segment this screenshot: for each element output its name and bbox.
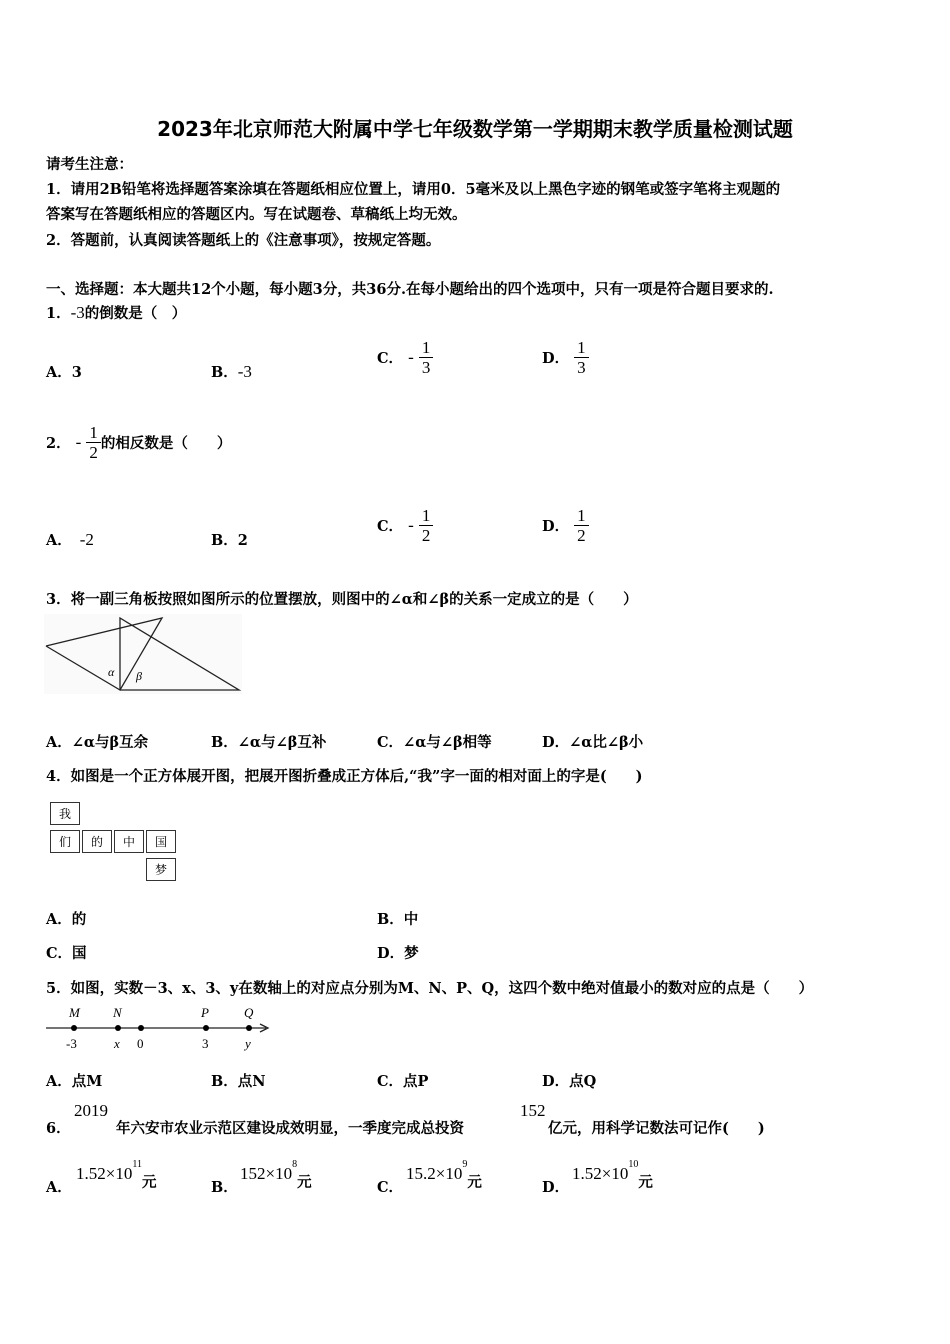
q3-option-b[interactable]: B．∠α与∠β互补 bbox=[211, 734, 327, 751]
net-cell-guo: 国 bbox=[146, 830, 176, 853]
q6-option-a-label[interactable]: A． bbox=[46, 1179, 72, 1196]
net-cell-wo: 我 bbox=[50, 802, 80, 825]
number-line-figure bbox=[44, 1002, 274, 1054]
q6-option-c-label[interactable]: C． bbox=[377, 1179, 404, 1196]
question-5: 5．如图，实数－3、x、3、y在数轴上的对应点分别为M、N、P、Q，这四个数中绝对值最小的数对应的点是（ ） bbox=[46, 980, 814, 997]
q1-c-label: C． bbox=[377, 350, 404, 367]
q1-b-label: B． bbox=[211, 364, 238, 381]
q2-sign: - bbox=[75, 432, 82, 452]
q2-c-den: 2 bbox=[421, 526, 431, 545]
point-p bbox=[203, 1025, 209, 1031]
q6-b-exp: 8 bbox=[292, 1159, 298, 1170]
beta-label: β bbox=[136, 669, 142, 683]
q1-d-den: 3 bbox=[577, 358, 586, 377]
label-n: N bbox=[113, 1005, 122, 1020]
q2-a-value: -2 bbox=[79, 530, 94, 549]
q1-d-num: 1 bbox=[574, 338, 589, 358]
q1-a-value: 3 bbox=[71, 364, 82, 381]
q1-d-label: D． bbox=[542, 350, 570, 367]
q2-num: 1 bbox=[86, 423, 101, 443]
q6-option-a[interactable] bbox=[76, 1159, 157, 1191]
q4-option-d[interactable]: D．梦 bbox=[377, 945, 419, 962]
q1-c-num: 1 bbox=[419, 338, 434, 358]
q6-option-c[interactable] bbox=[406, 1159, 482, 1191]
value-0: 0 bbox=[137, 1036, 144, 1051]
q2-fraction bbox=[86, 423, 101, 462]
q6-amount: 152 bbox=[520, 1101, 546, 1120]
point-n bbox=[115, 1025, 121, 1031]
question-2 bbox=[46, 423, 231, 462]
q6-d-base: 1.52×10 bbox=[572, 1164, 629, 1183]
point-origin bbox=[138, 1025, 144, 1031]
net-cell-men: 们 bbox=[50, 830, 80, 853]
q1-text: 的倒数是（ ） bbox=[84, 305, 187, 322]
q6-b-base: 152×10 bbox=[240, 1164, 293, 1183]
q2-d-num: 1 bbox=[574, 506, 589, 526]
q2-option-a[interactable] bbox=[46, 529, 94, 550]
q4-option-b[interactable]: B．中 bbox=[377, 911, 419, 928]
page-title: 2023年北京师范大附属中学七年级数学第一学期期末教学质量检测试题 bbox=[157, 117, 793, 141]
q6-text-2: 亿元，用科学记数法可记作( ) bbox=[548, 1120, 765, 1137]
notice-line-2: 答案写在答题纸相应的答题区内。写在试题卷、草稿纸上均无效。 bbox=[46, 206, 467, 223]
q1-number: 1． bbox=[46, 305, 71, 322]
q2-option-b[interactable] bbox=[211, 529, 248, 550]
q1-c-den: 3 bbox=[421, 358, 431, 377]
q2-den: 2 bbox=[89, 443, 98, 462]
q5-option-a[interactable]: A．点M bbox=[46, 1073, 103, 1090]
q2-a-label: A． bbox=[46, 532, 72, 549]
q1-c-fraction bbox=[419, 338, 434, 377]
q6-year: 2019 bbox=[74, 1101, 108, 1120]
q2-d-fraction bbox=[574, 506, 589, 545]
cube-net bbox=[50, 802, 180, 882]
q2-b-label: B． bbox=[211, 532, 238, 549]
value-3: 3 bbox=[202, 1036, 209, 1051]
net-cell-zhong: 中 bbox=[114, 830, 144, 853]
q6-d-unit: 元 bbox=[638, 1174, 653, 1191]
q6-b-unit: 元 bbox=[297, 1174, 312, 1191]
q2-d-den: 2 bbox=[577, 526, 586, 545]
q6-a-exp: 11 bbox=[132, 1159, 142, 1170]
alpha-label: α bbox=[108, 665, 115, 679]
value-minus-3: -3 bbox=[66, 1036, 77, 1051]
q2-b-value: 2 bbox=[237, 532, 248, 549]
q6-a-unit: 元 bbox=[141, 1174, 157, 1191]
q2-text: 的相反数是（ ） bbox=[100, 435, 232, 452]
q5-option-d[interactable]: D．点Q bbox=[542, 1073, 597, 1090]
q2-option-c[interactable] bbox=[377, 506, 433, 545]
q1-option-d[interactable] bbox=[542, 338, 589, 377]
notice-heading: 请考生注意： bbox=[46, 156, 133, 173]
q2-c-num: 1 bbox=[419, 506, 434, 526]
q4-option-c[interactable]: C．国 bbox=[46, 945, 87, 962]
q1-b-value: -3 bbox=[237, 362, 252, 381]
q6-a-base: 1.52×10 bbox=[76, 1164, 133, 1183]
question-4: 4．如图是一个正方体展开图，把展开图折叠成正方体后,“我”字一面的相对面上的字是( ) bbox=[46, 768, 643, 785]
q2-d-label: D． bbox=[542, 518, 570, 535]
label-q: Q bbox=[244, 1005, 254, 1020]
value-x: x bbox=[114, 1036, 120, 1051]
q6-c-unit: 元 bbox=[467, 1174, 482, 1191]
notice-line-1: 1．请用2B铅笔将选择题答案涂填在答题纸相应位置上，请用0．5毫米及以上黑色字迹的钢笔或签字笔将主观题的 bbox=[46, 181, 781, 198]
q2-number: 2． bbox=[46, 435, 71, 452]
q4-option-a[interactable]: A．的 bbox=[46, 911, 87, 928]
q6-option-b-label[interactable]: B． bbox=[211, 1179, 238, 1196]
notice-line-3: 2．答题前，认真阅读答题纸上的《注意事项》，按规定答题。 bbox=[46, 232, 441, 249]
q5-option-b[interactable]: B．点N bbox=[211, 1073, 266, 1090]
question-3: 3．将一副三角板按照如图所示的位置摆放，则图中的∠α和∠β的关系一定成立的是（ ） bbox=[46, 591, 638, 608]
q2-c-fraction bbox=[419, 506, 434, 545]
q3-option-c[interactable]: C．∠α与∠β相等 bbox=[377, 734, 492, 751]
q2-option-d[interactable] bbox=[542, 506, 589, 545]
q1-math: -3 bbox=[70, 303, 85, 322]
figure-background bbox=[44, 614, 242, 694]
q1-d-fraction bbox=[574, 338, 589, 377]
q2-c-label: C． bbox=[377, 518, 404, 535]
net-cell-meng: 梦 bbox=[146, 858, 176, 881]
q6-option-d-label[interactable]: D． bbox=[542, 1179, 570, 1196]
q1-a-label: A． bbox=[46, 364, 72, 381]
q6-text-1: 年六安市农业示范区建设成效明显，一季度完成总投资 bbox=[116, 1120, 464, 1137]
label-p: P bbox=[201, 1005, 209, 1020]
q1-option-b[interactable] bbox=[211, 361, 252, 382]
point-q bbox=[246, 1025, 252, 1031]
net-cell-de: 的 bbox=[82, 830, 112, 853]
label-m: M bbox=[69, 1005, 80, 1020]
q6-option-d[interactable] bbox=[572, 1159, 653, 1191]
q1-option-a[interactable] bbox=[46, 361, 82, 382]
triangles-figure bbox=[44, 614, 242, 694]
question-1 bbox=[46, 302, 186, 323]
q5-option-c[interactable]: C．点P bbox=[377, 1073, 429, 1090]
q6-c-base: 15.2×10 bbox=[406, 1164, 463, 1183]
q2-c-sign: - bbox=[408, 515, 414, 535]
q6-c-exp: 9 bbox=[462, 1159, 468, 1170]
q6-option-b[interactable] bbox=[240, 1159, 312, 1191]
section-heading: 一、选择题：本大题共12个小题，每小题3分，共36分.在每小题给出的四个选项中，只有一项是符合题目要求的. bbox=[46, 281, 774, 298]
q1-option-c[interactable] bbox=[377, 338, 433, 377]
q3-option-d[interactable]: D．∠α比∠β小 bbox=[542, 734, 644, 751]
point-m bbox=[71, 1025, 77, 1031]
value-y: y bbox=[245, 1036, 251, 1051]
q3-option-a[interactable]: A．∠α与β互余 bbox=[46, 734, 149, 751]
q6-number: 6． bbox=[46, 1120, 71, 1137]
q6-d-exp: 10 bbox=[628, 1159, 639, 1170]
q1-c-sign: - bbox=[408, 347, 414, 367]
